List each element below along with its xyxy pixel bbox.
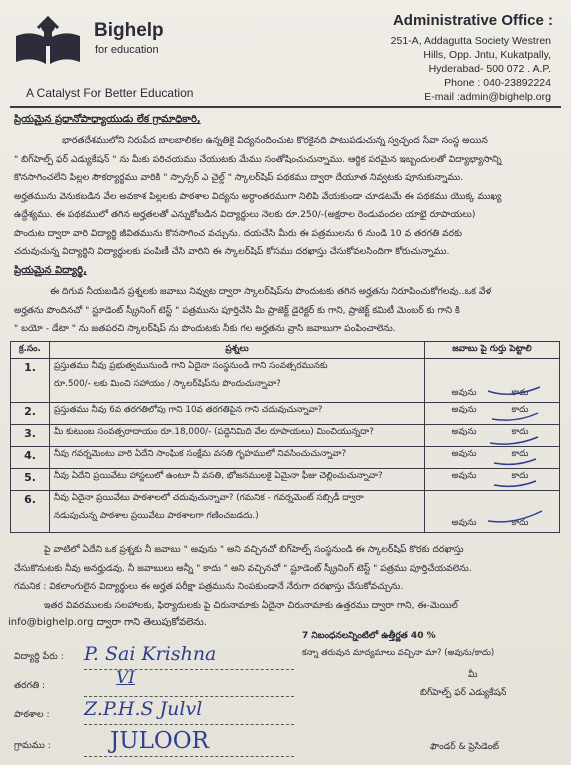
question-text: నడుపుచున్న పాఠశాల ప్రయివేటు పాఠశాలగా గణించబడదు.)	[54, 511, 259, 521]
eligibility-table	[10, 341, 560, 533]
table-row	[11, 359, 560, 403]
question-text: రూ.500/- లకు మించి సహాయం / స్కాలర్‌షిప్‌ను పొందుచున్నావా?	[54, 379, 281, 389]
option-yes[interactable]: అవును	[451, 388, 477, 398]
row-number: 3.	[11, 425, 50, 447]
school-value[interactable]: Z.P.H.S Julvl	[84, 698, 203, 720]
row-number: 2.	[11, 403, 50, 425]
option-yes[interactable]: అవును	[451, 427, 477, 437]
name-label: విద్యార్థి పేరు :	[14, 651, 64, 662]
question-text: ప్రస్తుతము నీవు ప్రభుత్వమునుండి గాని ఏదైనా సంస్థనుండి గాని సంవత్సరమునకు	[54, 361, 328, 371]
question-text: నీవు ఏదైనా ప్రయివేటు పాఠశాలలో చదువుచున్నావా? (గమనిక - గవర్నమెంట్ సబ్సిడీ ద్వారా	[54, 493, 364, 503]
row-number: 1.	[11, 359, 50, 403]
question-text: మీ కుటుంబ సంవత్సరాదాయం రూ.18,000/- (పద్దెనిమిది వేల రూపాయలు) మించియున్నదా?	[54, 427, 374, 437]
row-number: 5.	[11, 469, 50, 491]
header-answer: జవాబు పై గుర్తు పెట్టాలి	[425, 342, 560, 359]
address-line: Phone : 040-23892224	[444, 77, 551, 89]
question-cell	[50, 447, 425, 469]
table-row	[11, 425, 560, 447]
name-underline	[84, 669, 294, 670]
option-yes[interactable]: అవును	[451, 449, 477, 459]
paragraph-line: చదువుచున్న విద్యార్థిని విద్యార్థులకు పంపిణీ చేసి వారిని ఈ స్కాలర్‌షిప్ కోసము దరఖాస్తు చేసుకోవలసిందిగా కోరుచున్నాము.	[14, 246, 450, 257]
office-title: Administrative Office :	[392, 12, 553, 29]
question-cell	[50, 403, 425, 425]
paragraph-line: " బిగ్‌హెల్ప్ ఫర్ ఎడ్యుకేషన్ " ను మీకు పరిచయము చేయుటకు మేము సంతోషించుచున్నాము. ఆర్థిక పరమైన ఇబ్బందులతో విద్యాభ్యాసాన్ని	[14, 153, 502, 165]
question-cell	[50, 359, 425, 403]
tick-mark	[488, 511, 542, 522]
class-value[interactable]: VI	[116, 668, 135, 688]
paragraph-line: ఈ దిగువ నీయబడిన ప్రశ్నలకు జవాబు నివ్వుట ద్వారా స్కాలర్‌షిప్‌ను పొందుటకు తగిన అర్హతను నిరూపించుకోగలవు..ఒక వేళ	[50, 286, 492, 297]
question-cell	[50, 469, 425, 491]
paragraph-line: " బయో - డేటా " ను జతపరచి స్కాలర్‌షిప్ ను పొందుటకు నీకు గల అర్హతను వ్రాసి జవాబుగా పంపించాలెను.	[14, 323, 396, 334]
tick-mark	[492, 413, 538, 420]
table-row	[11, 447, 560, 469]
note-line: ఇతర వివరములకు సలహాలకు, ఫిర్యాదులకు పై చిరునామాకు ఏదైనా చిరునామాకు ఉత్తరము ద్వారా గాని, ఈ-మెయిల్	[44, 599, 458, 611]
paragraph-line: పొందుట ద్వారా వారి విద్యార్థి జీవితమును కొనసాగించ వచ్చును. దయచేసి మీరు ఈ పత్రములను 6 నుండి 10 వ తరగతి వరకు	[14, 227, 463, 239]
email-address: E-mail :admin@bighelp.org	[424, 91, 551, 103]
paragraph-line: ఉద్దేశ్యము. ఈ పథకములో తగిన అర్హతలతో ఎన్నుకోబడిన విద్యార్థులు నెలకు రూ.250/-(అక్షరాల రెండువందల యాభై రూపాయలు)	[14, 209, 476, 220]
question-text: నీవు గవర్నమెంటు వారి ఏదేని సాంఘిక సంక్షేమ వసతి గృహములో నివసించుచున్నావా?	[54, 449, 347, 459]
header-sno: క్ర.సం.	[11, 342, 50, 359]
option-yes[interactable]: అవును	[451, 518, 477, 528]
option-yes[interactable]: అవును	[451, 471, 477, 481]
table-row	[11, 469, 560, 491]
pass-note: 7 నిబంధనలన్నింటిలో ఉత్తీర్ణత 40 %	[302, 631, 436, 641]
signoff-question: కన్నా తరువున మాద్యమాలు వచ్చినా మా? (అవును/కాదు)	[302, 648, 495, 658]
signoff-line: మీ	[468, 670, 478, 680]
question-text: ప్రస్తుతము నీవు 6వ తరగతిలోపు గాని 10వ తరగతిపైన గాని చదువుచున్నావా?	[54, 405, 323, 415]
class-label: తరగతి :	[14, 680, 46, 691]
signoff-title: ఫౌండర్ & ప్రెసిడెంట్	[430, 742, 500, 752]
school-label: పాఠశాల :	[14, 709, 50, 720]
row-number: 6.	[11, 491, 50, 533]
note-line: పై వాటిలో ఏదేని ఒక ప్రశ్నకు నీ జవాబు " అవును " అని వచ్చినచో బిగ్‌హెల్ప్ సంస్థనుండి ఈ స్కాలర్‌షిప్ కొరకు దరఖాస్తు	[44, 544, 464, 555]
signoff-org: బిగ్‌హెల్ప్ ఫర్ ఎడ్యుకేషన్	[420, 688, 507, 698]
address-line: Hills, Opp. Jntu, Kukatpally,	[423, 49, 551, 61]
row-number: 4.	[11, 447, 50, 469]
tick-mark	[494, 481, 536, 486]
tagline: A Catalyst For Better Education	[26, 86, 194, 100]
village-underline	[84, 756, 294, 757]
notes-block	[14, 541, 560, 615]
option-no[interactable]: కాదు	[511, 518, 529, 528]
option-no[interactable]: కాదు	[511, 405, 529, 415]
tick-mark	[490, 437, 538, 444]
question-cell	[50, 491, 425, 533]
note-line: చేసుకొనుటకు నీవు అనర్హుడవు. నీ జవాబులు అన్నీ " కాదు " అని వచ్చినచో " స్టూడెంట్ స్క్రీనింగ్ టెస్ట్ " పత్రము పూర్తిచేయవలెను.	[14, 562, 472, 574]
brand-name: Bighelp	[94, 20, 164, 41]
option-yes[interactable]: అవును	[451, 405, 477, 415]
note-line: గమనిక : వికలాంగులైన విద్యార్థులు ఈ అర్హత పరీక్షా పత్రమును నింపకుండానే నేరుగా దరఖాస్తు చేసుకోవచ్చును.	[14, 581, 404, 592]
student-paragraph	[14, 283, 560, 339]
bighelp-logo	[12, 14, 84, 68]
village-value[interactable]: JULOOR	[110, 728, 209, 754]
paragraph-line: అర్హతను పొందినచో " స్టూడెంట్ స్క్రీనింగ్ టెస్ట్ " పత్రమును పూర్తిచేసి మీ ప్రాజెక్ట్ డైరెక్టర్ కు గాని, ప్రాజెక్ట్ కమిటీ మెంబర్ కు గాని కి	[14, 304, 460, 316]
question-text: నీవు ఏదేని ప్రయివేటు హాస్టలులో ఉంటూ నీ వసతి, భోజనములకై ఏమైనా ఫీజు చెల్లించుచున్నావా?	[54, 471, 383, 481]
salutation: ప్రియమైన ప్రధానోపాధ్యాయుడు లేక గ్రామాధికారి,	[14, 114, 201, 125]
student-greeting: ప్రియమైన విద్యార్థి,	[14, 265, 87, 276]
address-line: 251-A, Addagutta Society Westren	[390, 35, 551, 47]
option-no[interactable]: కాదు	[511, 449, 529, 459]
name-value[interactable]: P. Sai Krishna	[84, 643, 217, 665]
brand-subtitle: for education	[95, 44, 159, 56]
table-row	[11, 403, 560, 425]
tick-marks	[480, 385, 550, 545]
paragraph-line: కొనసాగించలేని పిల్లల సౌకర్యార్థము వారికి " స్పాన్సర్ ఎ చైల్డ్ " స్కాలర్‌షిప్ పథకము ద్వారా దేయూత నివ్వటకు పూనుకున్నాము.	[14, 172, 464, 183]
paragraph-line: భారతదేశములోని నిరుపేద బాలబాలికల ఉన్నతికై విద్యనందించుట కొరకైనది పాటుపడుచున్న స్వచ్ఛంద సేవా సంస్థ అయిన	[62, 135, 488, 146]
table-row	[11, 491, 560, 533]
question-cell	[50, 425, 425, 447]
intro-paragraph	[14, 132, 560, 262]
class-underline	[84, 696, 294, 697]
school-underline	[84, 724, 294, 725]
header-divider	[10, 106, 561, 108]
option-no[interactable]: కాదు	[511, 471, 529, 481]
option-no[interactable]: కాదు	[511, 427, 529, 437]
tick-mark	[494, 459, 536, 464]
option-no[interactable]: కాదు	[511, 388, 529, 398]
tick-mark	[488, 387, 540, 394]
header-question: ప్రశ్నలు	[50, 342, 425, 359]
address-line: Hyderabad- 500 072 . A.P.	[428, 63, 551, 75]
village-label: గ్రామము :	[14, 740, 51, 751]
contact-email-line: info@bighelp.org ద్వారా గాని తెలుపుకోవలెను.	[8, 617, 207, 628]
table-header-row	[11, 342, 560, 359]
paragraph-line: అర్హతమును వెనుకబడిన వేల అవకాశ పిల్లలకు పాఠశాల విద్యను అర్ధాంతరముగా నిలిపి వేయకుండా చూడటమే ఈ పథకము యొక్క ముఖ్య	[14, 190, 502, 202]
